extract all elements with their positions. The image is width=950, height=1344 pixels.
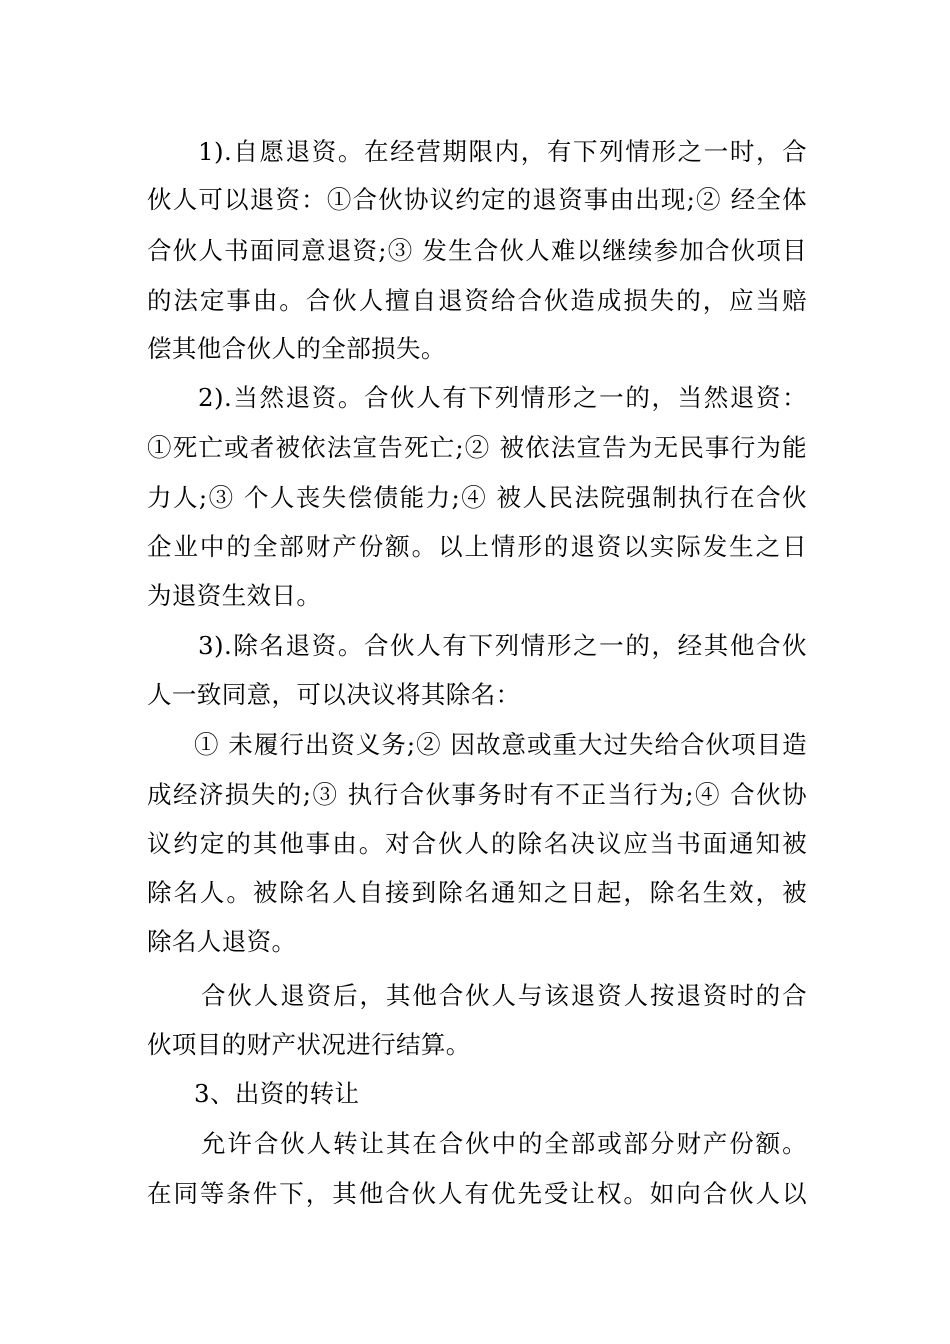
text-line: 为退资生效日。 bbox=[147, 581, 322, 610]
text-line: 伙人可以退资：①合伙协议约定的退资事由出现;② 经全体 bbox=[147, 185, 807, 214]
text-line: 力人;③ 个人丧失偿债能力;④ 被人民法院强制执行在合伙 bbox=[147, 483, 807, 512]
text-line: 除名人。被除名人自接到除名通知之日起，除名生效，被 bbox=[147, 878, 807, 907]
text-line: 在同等条件下，其他合伙人有优先受让权。如向合伙人以 bbox=[147, 1179, 807, 1208]
text-line: 合伙人书面同意退资;③ 发生合伙人难以继续参加合伙项目 bbox=[147, 236, 807, 265]
text-line: 成经济损失的;③ 执行合伙事务时有不正当行为;④ 合伙协 bbox=[147, 780, 807, 809]
text-line: 允许合伙人转让其在合伙中的全部或部分财产份额。 bbox=[201, 1129, 807, 1158]
text-line: 2).当然退资。合伙人有下列情形之一的，当然退资： bbox=[198, 383, 807, 412]
section-heading: 3、出资的转让 bbox=[194, 1079, 360, 1108]
text-line: 的法定事由。合伙人擅自退资给合伙造成损失的，应当赔 bbox=[147, 286, 807, 315]
text-line: 3).除名退资。合伙人有下列情形之一的，经其他合伙 bbox=[198, 631, 807, 660]
text-line: 偿其他合伙人的全部损失。 bbox=[147, 334, 446, 363]
text-line: 1).自愿退资。在经营期限内，有下列情形之一时，合 bbox=[198, 137, 807, 166]
text-line: 伙项目的财产状况进行结算。 bbox=[147, 1030, 471, 1059]
text-line: ① 未履行出资义务;② 因故意或重大过失给合伙项目造 bbox=[194, 730, 807, 759]
text-line: 除名人退资。 bbox=[147, 927, 297, 956]
text-line: 合伙人退资后，其他合伙人与该退资人按退资时的合 bbox=[201, 981, 807, 1010]
text-line: 人一致同意，可以决议将其除名： bbox=[147, 680, 521, 709]
text-line: 企业中的全部财产份额。以上情形的退资以实际发生之日 bbox=[147, 532, 807, 561]
text-line: ①死亡或者被依法宣告死亡;② 被依法宣告为无民事行为能 bbox=[147, 433, 807, 462]
text-line: 议约定的其他事由。对合伙人的除名决议应当书面通知被 bbox=[147, 829, 807, 858]
